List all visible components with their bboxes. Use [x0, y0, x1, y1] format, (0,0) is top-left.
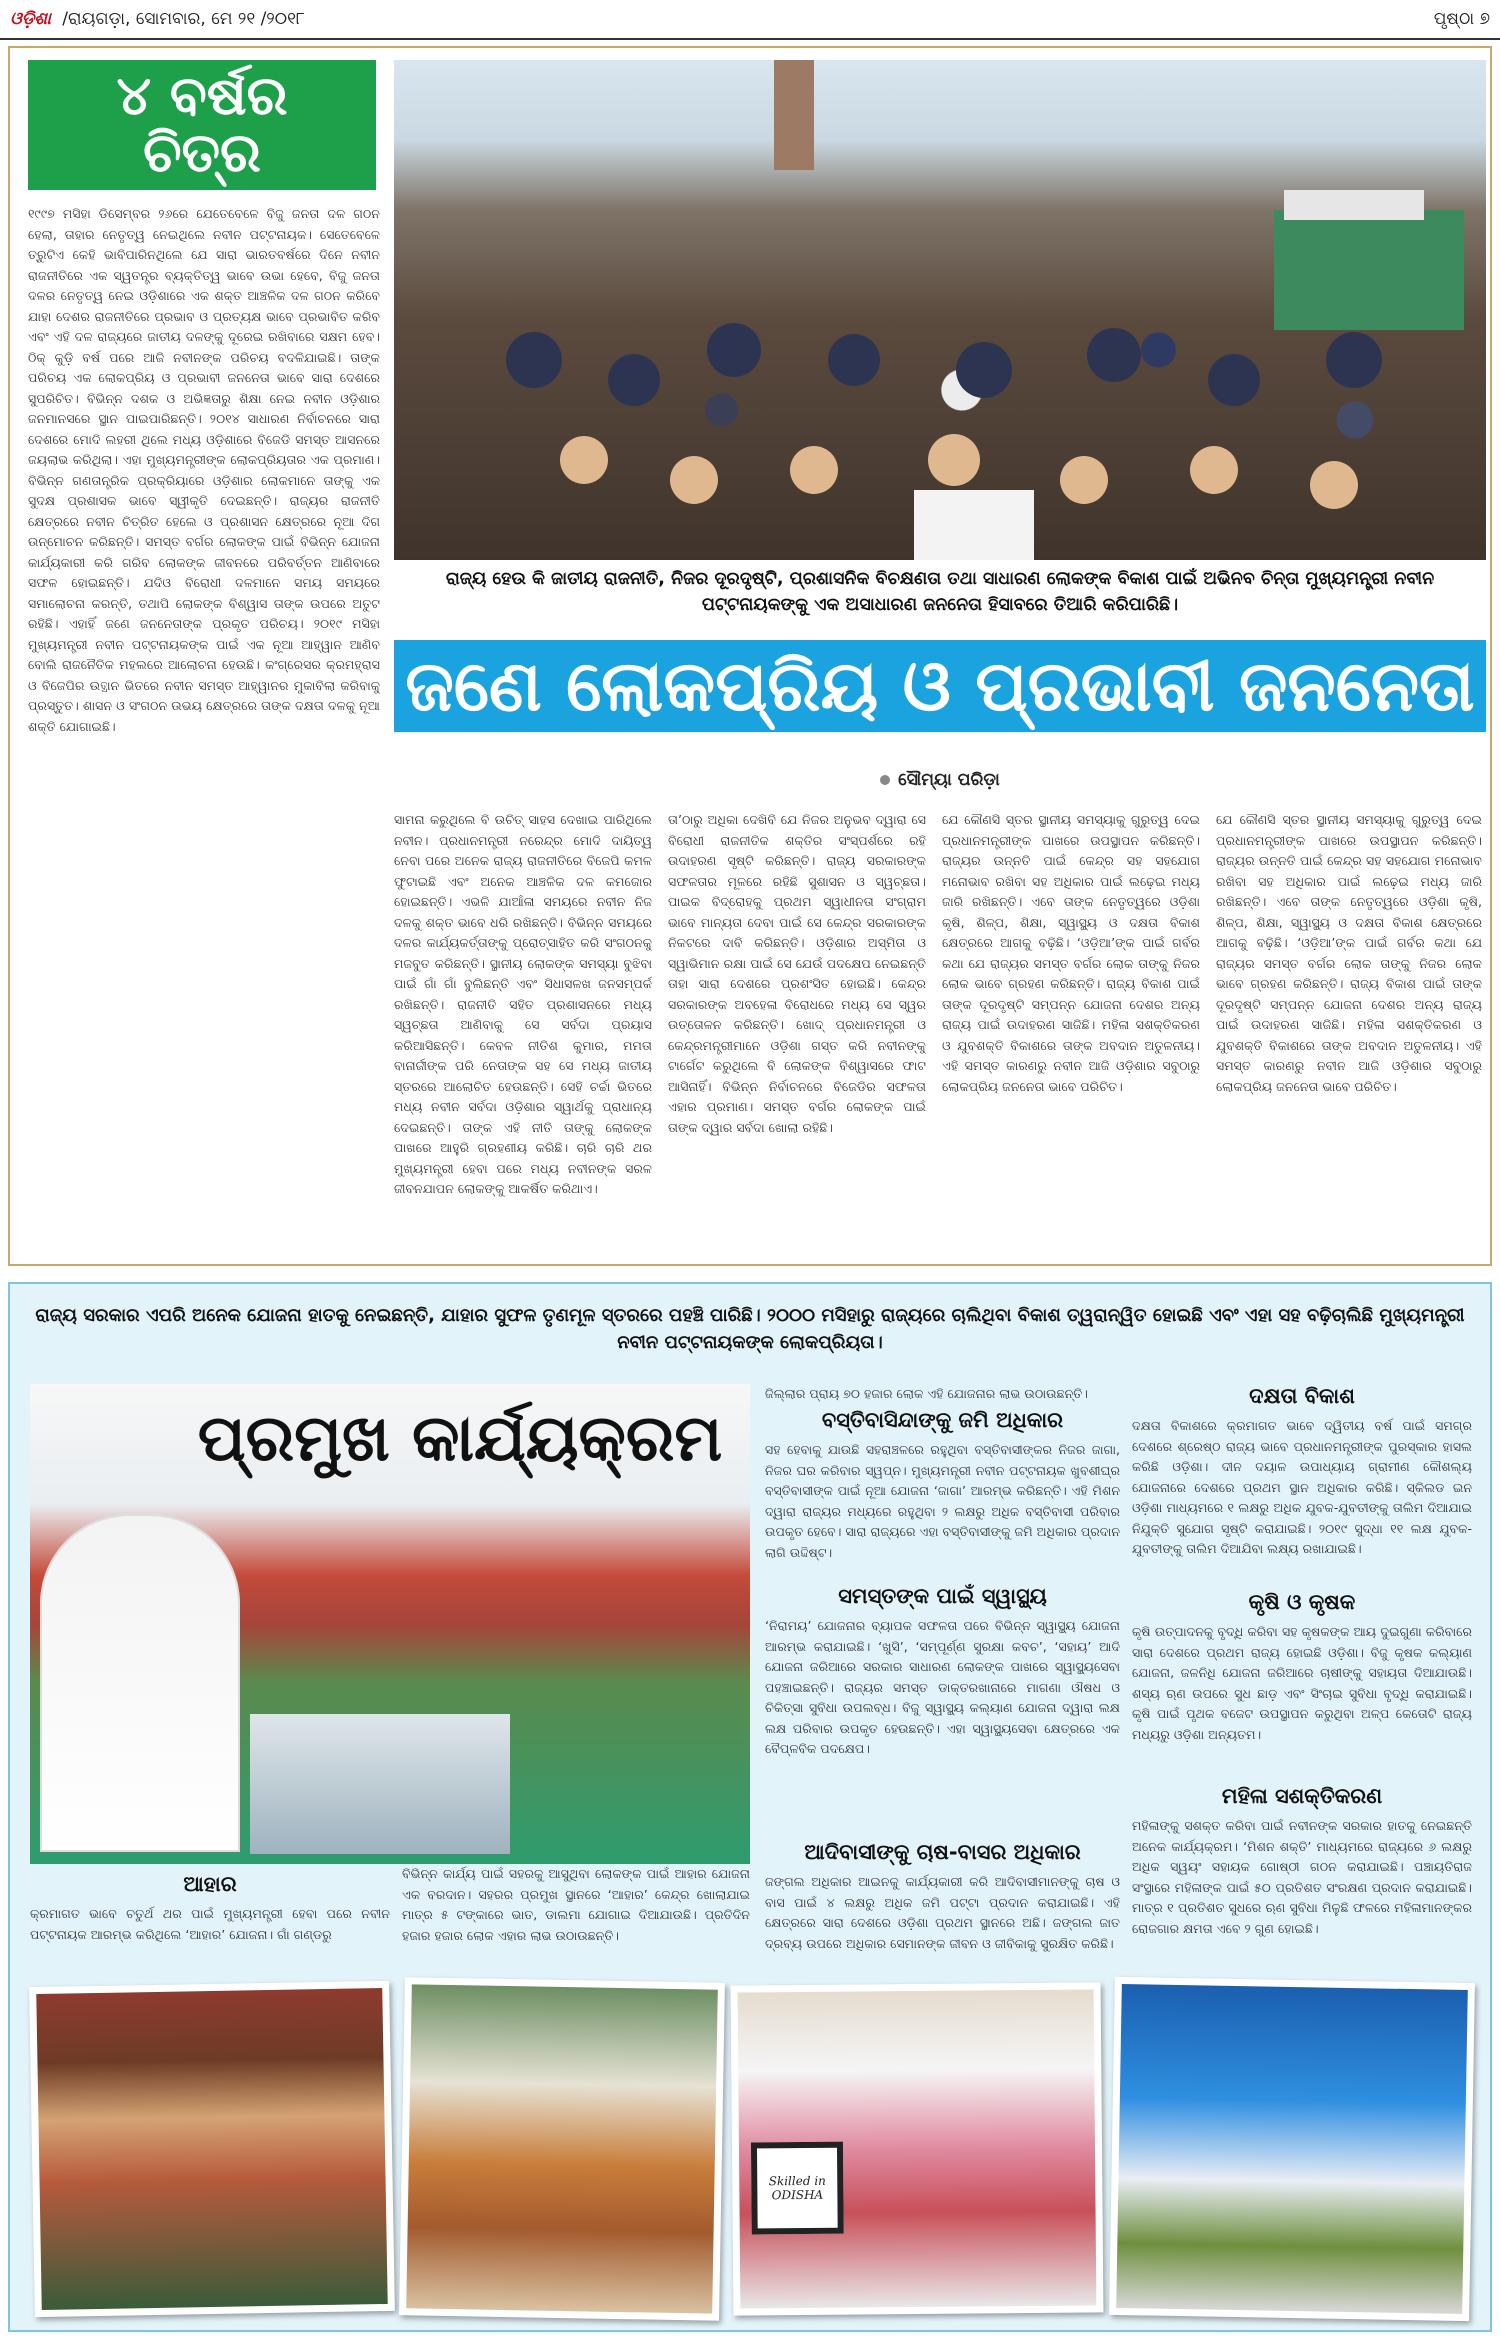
schemes-section [8, 1282, 1492, 2332]
stage-photo [30, 1384, 750, 1864]
women-heading: ମହିଳା ସଶକ୍ତିକରଣ [1221, 1784, 1383, 1808]
author-name: ସୌମ୍ୟା ପରିଡ଼ା [898, 770, 1000, 790]
speaker-figure [40, 1514, 240, 1852]
health-heading: ସମସ୍ତଙ୍କ ପାଇଁ ସ୍ୱାସ୍ଥ୍ୟ [838, 1584, 1047, 1608]
article-column-3: ଯେ କୌଣସି ସ୍ତର ସ୍ଥାନୀୟ ସମସ୍ୟାକୁ ଗୁରୁତ୍ୱ ଦେଇ ପ୍ରଧାନମନ୍ତ୍ରୀଙ୍କ ପାଖରେ ଉପସ୍ଥାପନ କରିଛନ୍ତି। ରାଜ୍ୟର ଉନ୍ନତି ପାଇଁ କେନ୍ଦ୍ର ସହ ସହଯୋଗ ମନୋଭାବ ରଖିବା ସହ ଅଧିକାର ପାଇଁ ଲଢ଼େଇ ମଧ୍ୟ ଜାରି ରଖିଛନ୍ତି। ଏବେ ତାଙ୍କ ନେତୃତ୍ୱରେ ଓଡ଼ିଶା କୃଷି, ଶିଳ୍ପ, ଶିକ୍ଷା, ସ୍ୱାସ୍ଥ୍ୟ ଓ ଦକ୍ଷତା ବିକାଶ କ୍ଷେତ୍ରରେ ଆଗକୁ ବଢ଼ିଛି। ‘ଓଡ଼ିଆ’ଙ୍କ ପାଇଁ ଗର୍ବର କଥା ଯେ ରାଜ୍ୟର ସମସ୍ତ ବର୍ଗର ଲୋକ ତାଙ୍କୁ ନିଜର ଲୋକ ଭାବେ ଗ୍ରହଣ କରିଛନ୍ତି। ରାଜ୍ୟ ବିକାଶ ପାଇଁ ତାଙ୍କ ଦୂରଦୃଷ୍ଟି ସମ୍ପନ୍ନ ଯୋଜନା ଦେଶର ଅନ୍ୟ ରାଜ୍ୟ ପାଇଁ ଉଦାହରଣ ସାଜିଛି। ମହିଳା ସଶକ୍ତିକରଣ ଓ ଯୁବଶକ୍ତି ବିକାଶରେ ତାଙ୍କ ଅବଦାନ ଅତୁଳନୀୟ। ଏହି ସମସ୍ତ କାରଣରୁ ନବୀନ ଆଜି ଓଡ଼ିଶାର ସବୁଠାରୁ ଲୋକପ୍ରିୟ ଜନନେତା ଭାବେ ପରିଚିତ। [942, 812, 1200, 1094]
rally-crowd-illustration [394, 60, 1486, 560]
article-column-4-text: ଯେ କୌଣସି ସ୍ତର ସ୍ଥାନୀୟ ସମସ୍ୟାକୁ ଗୁରୁତ୍ୱ ଦେଇ ପ୍ରଧାନମନ୍ତ୍ରୀଙ୍କ ପାଖରେ ଉପସ୍ଥାପନ କରିଛନ୍ତି। ରାଜ୍ୟର ଉନ୍ନତି ପାଇଁ କେନ୍ଦ୍ର ସହ ସହଯୋଗ ମନୋଭାବ ରଖିବା ସହ ଅଧିକାର ପାଇଁ ଲଢ଼େଇ ମଧ୍ୟ ଜାରି ରଖିଛନ୍ତି। ଏବେ ତାଙ୍କ ନେତୃତ୍ୱରେ ଓଡ଼ିଶା କୃଷି, ଶିଳ୍ପ, ଶିକ୍ଷା, ସ୍ୱାସ୍ଥ୍ୟ ଓ ଦକ୍ଷତା ବିକାଶ କ୍ଷେତ୍ରରେ ଆଗକୁ ବଢ଼ିଛି। ‘ଓଡ଼ିଆ’ଙ୍କ ପାଇଁ ଗର୍ବର କଥା ଯେ ରାଜ୍ୟର ସମସ୍ତ ବର୍ଗର ଲୋକ ତାଙ୍କୁ ନିଜର ଲୋକ ଭାବେ ଗ୍ରହଣ କରିଛନ୍ତି। ରାଜ୍ୟ ବିକାଶ ପାଇଁ ତାଙ୍କ ଦୂରଦୃଷ୍ଟି ସମ୍ପନ୍ନ ଯୋଜନା ଦେଶର ଅନ୍ୟ ରାଜ୍ୟ ପାଇଁ ଉଦାହରଣ ସାଜିଛି। ମହିଳା ସଶକ୍ତିକରଣ ଓ ଯୁବଶକ୍ତି ବିକାଶରେ ତାଙ୍କ ଅବଦାନ ଅତୁଳନୀୟ। ଏହି ସମସ୍ତ କାରଣରୁ ନବୀନ ଆଜି ଓଡ଼ିଶାର ସବୁଠାରୁ ଲୋକପ୍ରିୟ ଜନନେତା ଭାବେ ପରିଚିତ। [1216, 812, 1482, 1094]
villagers-image [36, 1988, 387, 2310]
ahar-continued-text: ବିଭିନ୍ନ କାର୍ଯ୍ୟ ପାଇଁ ସହରକୁ ଆସୁଥିବା ଲୋକଙ୍କ ପାଇଁ ଆହାର ଯୋଜନା ଏକ ବରଦାନ। ସହରର ପ୍ରମୁଖ ସ୍ଥାନରେ ‘ଆହାର’ କେନ୍ଦ୍ର ଖୋଲାଯାଇ ମାତ୍ର ୫ ଟଙ୍କାରେ ଭାତ, ଡାଲମା ଯୋଗାଇ ଦିଆଯାଉଛି। ପ୍ରତିଦିନ ହଜାର ହଜାର ଲୋକ ଏହାର ଲାଭ ଉଠାଉଛନ୍ତି। [402, 1866, 750, 1943]
adivasi-text: ଜଙ୍ଗଲ ଅଧିକାର ଆଇନକୁ କାର୍ଯ୍ୟକାରୀ କରି ଆଦିବାସୀମାନଙ୍କୁ ଚାଷ ଓ ବାସ ପାଇଁ ୪ ଲକ୍ଷରୁ ଅଧିକ ଜମି ପଟ୍ଟା ପ୍ରଦାନ କରାଯାଇଛି। ଏହି କ୍ଷେତ୍ରରେ ସାରା ଦେଶରେ ଓଡ଼ିଶା ପ୍ରଥମ ସ୍ଥାନରେ ଅଛି। ଜଙ୍ଗଲ ଜାତ ଦ୍ରବ୍ୟ ଉପରେ ଅଧିକାର ସେମାନଙ୍କ ଜୀବନ ଓ ଜୀବିକାକୁ ସୁରକ୍ଷିତ କରିଛି। [765, 1874, 1120, 1951]
ahar-heading: ଆହାର [183, 1872, 237, 1896]
agri-text: କୃଷି ଉତ୍ପାଦନକୁ ବୃଦ୍ଧି କରିବା ସହ କୃଷକଙ୍କ ଆୟ ଦୁଇଗୁଣା କରିବାରେ ସାରା ଦେଶରେ ପ୍ରଥମ ରାଜ୍ୟ ହୋଇଛି ଓଡ଼ିଶା। ବିଜୁ କୃଷକ କଲ୍ୟାଣ ଯୋଜନା, ଜଳନିଧି ଯୋଜନା ଜରିଆରେ ଚାଷୀଙ୍କୁ ସହାୟତା ଦିଆଯାଉଛି। ଶସ୍ୟ ଋଣ ଉପରେ ସୁଧ ଛାଡ଼ ଏବଂ ସିଂଚାଇ ସୁବିଧା ବୃଦ୍ଧି କରାଯାଇଛି। କୃଷି ପାଇଁ ପୃଥକ ବଜେଟ ଉପସ୍ଥାପନ କରୁଥିବା ଅଳ୍ପ କେତୋଟି ରାଜ୍ୟ ମଧ୍ୟରୁ ଓଡ଼ିଶା ଅନ୍ୟତମ। [1132, 1624, 1472, 1742]
podium [250, 1714, 510, 1854]
skill-heading: ଦକ୍ଷତା ବିକାଶ [1249, 1384, 1355, 1408]
headline-banner: ଜଣେ ଲୋକପ୍ରିୟ ଓ ପ୍ରଭାବୀ ଜନନେତା [394, 640, 1486, 732]
photo-caption: ରାଜ୍ୟ ହେଉ କି ଜାତୀୟ ରାଜନୀତି, ନିଜର ଦୂରଦୃଷ୍ଟି, ପ୍ରଶାସନିକ ବିଚକ୍ଷଣତା ତଥା ସାଧାରଣ ଲୋକଙ୍କ ବିକାଶ ପାଇଁ ଅଭିନବ ଚିନ୍ତା ମୁଖ୍ୟମନ୍ତ୍ରୀ ନବୀନ ପଟ୍ଟନାୟକଙ୍କୁ ଏକ ଅସାଧାରଣ ଜନନେତା ହିସାବରେ ତିଆରି କରିପାରିଛି। [445, 569, 1435, 615]
byline [394, 770, 1486, 790]
masthead-left [10, 9, 305, 29]
photo-skilled-in-odisha [731, 1982, 1104, 2315]
photo-villagers [29, 1981, 395, 2317]
agri-heading: କୃଷି ଓ କୃଷକ [1248, 1590, 1356, 1614]
major-programs-title: ପ୍ରମୁଖ କାର୍ଯ୍ୟକ୍ରମ [197, 1402, 723, 1476]
women-text: ମହିଳାଙ୍କୁ ସଶକ୍ତ କରିବା ପାଇଁ ନବୀନଙ୍କ ସରକାର ହାତକୁ ନେଇଛନ୍ତି ଅନେକ କାର୍ଯ୍ୟକ୍ରମ। ‘ମିଶନ ଶକ୍ତି’ ମାଧ୍ୟମରେ ରାଜ୍ୟରେ ୬ ଲକ୍ଷରୁ ଅଧିକ ସ୍ୱୟଂ ସହାୟକ ଗୋଷ୍ଠୀ ଗଠନ କରାଯାଇଛି। ପଞ୍ଚାୟତିରାଜ ସଂସ୍ଥାରେ ମହିଳାଙ୍କ ପାଇଁ ୫୦ ପ୍ରତିଶତ ସଂରକ୍ଷଣ ପ୍ରଦାନ କରାଯାଇଛି। ମାତ୍ର ୧ ପ୍ରତିଶତ ସୁଧରେ ଋଣ ସୁବିଧା ମିଳୁଛି ଫଳରେ ମହିଳାମାନଙ୍କର ରୋଜଗାର କ୍ଷମତା ଏବେ ୨ ଗୁଣ ହୋଇଛି। [1132, 1818, 1472, 1936]
place-date: /ରାୟଗଡ଼ା, ସୋମବାର, ମେ ୨୧ /୨୦୧୮ [62, 9, 305, 29]
article-column-1: ସାମନା କରୁଥିଲେ ବି ଉଚିତ୍ ସାହସ ଦେଖାଇ ପାରିଥିଲେ ନବୀନ। ପ୍ରଧାନମନ୍ତ୍ରୀ ନରେନ୍ଦ୍ର ମୋଦି ଦାୟିତ୍ୱ ନେବା ପରେ ଅନେକ ରାଜ୍ୟ ରାଜନୀତିରେ ବିଜେପି କମଳ ଫୁଟାଇଛି ଏବଂ ଅନେକ ଆଞ୍ଚଳିକ ଦଳ କମଜୋର ହୋଇଛନ୍ତି। ଏଭଳି ଯାଆଁଳା ସମୟରେ ନବୀନ ନିଜ ଦଳକୁ ଶକ୍ତ ଭାବେ ଧରି ରଖିଛନ୍ତି। ବିଭିନ୍ନ ସମୟରେ ଦଳର କାର୍ଯ୍ୟକର୍ତ୍ତାଙ୍କୁ ପ୍ରୋତ୍ସାହିତ କରି ସଂଗଠନକୁ ମଜବୁତ କରିଛନ୍ତି। ସ୍ଥାନୀୟ ଲୋକଙ୍କ ସମସ୍ୟା ବୁଝିବା ପାଇଁ ଗାଁ ଗାଁ ବୁଲିଛନ୍ତି ଏବଂ ସିଧାସଳଖ ଜନସମ୍ପର୍କ ରଖିଛନ୍ତି। ରାଜନୀତି ସହିତ ପ୍ରଶାସନରେ ମଧ୍ୟ ସ୍ୱଚ୍ଛତା ଆଣିବାକୁ ସେ ସର୍ବଦା ପ୍ରୟାସ କରିଆସିଛନ୍ତି। କେବଳ ନୀତିଶ କୁମାର, ମମତା ବାନାର୍ଜୀଙ୍କ ପରି ନେତାଙ୍କ ସହ ସେ ମଧ୍ୟ ଜାତୀୟ ସ୍ତରରେ ଆଲୋଚିତ ହେଉଛନ୍ତି। ସେହି ଚର୍ଚ୍ଚା ଭିତରେ ମଧ୍ୟ ନବୀନ ସର୍ବଦା ଓଡ଼ିଶାର ସ୍ୱାର୍ଥକୁ ପ୍ରାଧାନ୍ୟ ଦେଇଛନ୍ତି। ତାଙ୍କ ଏହି ନୀତି ତାଙ୍କୁ ଲୋକଙ୍କ ପାଖରେ ଆହୁରି ଗ୍ରହଣୀୟ କରିଛି। ଚାରି ଚାରି ଥର ମୁଖ୍ୟମନ୍ତ୍ରୀ ହେବା ପରେ ମଧ୍ୟ ନବୀନଙ୍କ ସରଳ ଜୀବନଯାପନ ଲୋକଙ୍କୁ ଆକର୍ଷିତ କରିଥାଏ। [394, 812, 652, 1196]
left-column-text: ୧୯୯୭ ମସିହା ଡିସେମ୍ବର ୨୬ରେ ଯେତେବେଳେ ବିଜୁ ଜନତା ଦଳ ଗଠନ ହେଲା, ତାହାର ନେତୃତ୍ୱ ନେଇଥିଲେ ନବୀନ ପଟ୍ଟନାୟକ। ସେତେବେଳେ ତ୍ରୁଟିଏ କେହି ଭାବିପାରିନଥିଲେ ଯେ ସାରା ଭାରତବର୍ଷରେ ଦିନେ ନବୀନ ରାଜନୀତିରେ ଏକ ସ୍ୱତନ୍ତ୍ର ବ୍ୟକ୍ତିତ୍ୱ ଭାବେ ଉଭା ହେବେ, ବିଜୁ ଜନତା ଦଳର ନେତୃତ୍ୱ ନେଇ ଓଡ଼ିଶାରେ ଏକ ଶକ୍ତ ଆଞ୍ଚଳିକ ଦଳ ଗଠନ କରିବେ ଯାହା ଦେଶର ରାଜନୀତିରେ ପ୍ରଭାବ ଓ ପ୍ରତ୍ୟକ୍ଷ ଭାବେ ପ୍ରଭାବିତ କରିବ ଏବଂ ଏହି ଦଳ ରାଜ୍ୟରେ ଜାତୀୟ ଦଳଙ୍କୁ ଦୂରେଇ ରଖିବାରେ ସକ୍ଷମ ହେବ। ଠିକ୍ କୁଡ଼ି ବର୍ଷ ପରେ ଆଜି ନବୀନଙ୍କ ପରିଚୟ ବଦଳିଯାଇଛି। ତାଙ୍କ ପରିଚୟ ଏକ ଲୋକପ୍ରିୟ ଓ ପ୍ରଭାବୀ ଜନନେତା ଭାବେ ସାରା ଦେଶରେ ସୁପରିଚିତ। ବିଭିନ୍ନ ଦଶକ ଓ ଅଭିଜ୍ଞତାରୁ ଶିକ୍ଷା ନେଇ ନବୀନ ଓଡ଼ିଶାର ଜନମାନସରେ ସ୍ଥାନ ପାଇପାରିଛନ୍ତି। ୨୦୧୪ ସାଧାରଣ ନିର୍ବାଚନରେ ସାରା ଦେଶରେ ମୋଦି ଲହରୀ ଥିଲେ ମଧ୍ୟ ଓଡ଼ିଶାରେ ବିଜେଡି ସମସ୍ତ ଆସନରେ ଜୟଲାଭ କରିଥିଲା। ଏହା ମୁଖ୍ୟମନ୍ତ୍ରୀଙ୍କ ଲୋକପ୍ରିୟତାର ଏକ ପ୍ରମାଣ। ବିଭିନ୍ନ ଗଣତାନ୍ତ୍ରିକ ପ୍ରକ୍ରିୟାରେ ଓଡ଼ିଶାର ଲୋକମାନେ ତାଙ୍କୁ ଏକ ସୁଦକ୍ଷ ପ୍ରଶାସକ ଭାବେ ସ୍ୱୀକୃତି ଦେଇଛନ୍ତି। ରାଜ୍ୟର ରାଜନୀତି କ୍ଷେତ୍ରରେ ନବୀନ ଚିତ୍ରିତ ହେଲେ ଓ ପ୍ରଶାସନ କ୍ଷେତ୍ରରେ ନୂଆ ଦିଗ ଉନ୍ମୋଚନ କରିଛନ୍ତି। ସମସ୍ତ ବର୍ଗର ଲୋକଙ୍କ ପାଇଁ ବିଭିନ୍ନ ଯୋଜନା କାର୍ଯ୍ୟକାରୀ କରି ଗରିବ ଲୋକଙ୍କ ଜୀବନରେ ପରିବର୍ତ୍ତନ ଆଣିବାରେ ସଫଳ ହୋଇଛନ୍ତି। ଯଦିଓ ବିରୋଧୀ ଦଳମାନେ ସମୟ ସମୟରେ ସମାଲୋଚନା କରନ୍ତି, ତଥାପି ଲୋକଙ୍କ ବିଶ୍ୱାସ ତାଙ୍କ ଉପରେ ଅତୁଟ ରହିଛି। ଏହାହିଁ ଜଣେ ଜନନେତାଙ୍କ ପ୍ରକୃତ ପରିଚୟ। ୨୦୧୯ ମସିହା ମୁଖ୍ୟମନ୍ତ୍ରୀ ନବୀନ ପଟ୍ଟନାୟକଙ୍କ ପାଇଁ ଏକ ନୂଆ ଆହ୍ୱାନ ଆଣିବ ବୋଲି ରାଜନୈତିକ ମହଲରେ ଆଲୋଚନା ହେଉଛି। କଂଗ୍ରେସର କ୍ରମହ୍ରାସ ଓ ବିଜେପିର ଉତ୍ଥାନ ଭିତରେ ନବୀନ ସମସ୍ତ ଆହ୍ୱାନର ମୁକାବିଲା କରିବାକୁ ପ୍ରସ୍ତୁତ। ଶାସନ ଓ ସଂଗଠନ ଉଭୟ କ୍ଷେତ୍ରରେ ତାଙ୍କ ଦକ୍ଷତା ଦଳକୁ ନୂଆ ଶକ୍ତି ଯୋଗାଇଛି। [28, 206, 380, 734]
ahar-text: କ୍ରମାଗତ ଭାବେ ଚତୁର୍ଥ ଥର ପାଇଁ ମୁଖ୍ୟମନ୍ତ୍ରୀ ହେବା ପରେ ନବୀନ ପଟ୍ଟନାୟକ ଆରମ୍ଭ କରିଥିଲେ ‘ଆହାର’ ଯୋଜନା। ଗାଁ ଗଣ୍ଡରୁ [30, 1906, 390, 1942]
page-number: ପୃଷ୍ଠା ୭ [1433, 9, 1490, 29]
skill-text: ଦକ୍ଷତା ବିକାଶରେ କ୍ରମାଗତ ଭାବେ ଦ୍ୱିତୀୟ ବର୍ଷ ପାଇଁ ସମଗ୍ର ଦେଶରେ ଶ୍ରେଷ୍ଠ ରାଜ୍ୟ ଭାବେ ପ୍ରଧାନମନ୍ତ୍ରୀଙ୍କ ପୁରସ୍କାର ହାସଲ କରିଛି ଓଡ଼ିଶା। ଦୀନ ଦୟାଳ ଉପାଧ୍ୟାୟ ଗ୍ରାମୀଣ କୌଶଲ୍ୟ ଯୋଜନାରେ ଦେଶରେ ପ୍ରଥମ ସ୍ଥାନ ଅଧିକାର କରିଛି। ସ୍କିଲଡ ଇନ ଓଡ଼ିଶା ମାଧ୍ୟମରେ ୧ ଲକ୍ଷରୁ ଅଧିକ ଯୁବକ-ଯୁବତୀଙ୍କୁ ତାଲିମ ଦିଆଯାଇ ନିଯୁକ୍ତି ସୁଯୋଗ ସୃଷ୍ଟି କରାଯାଇଛି। ୨୦୧୯ ସୁଦ୍ଧା ୧୧ ଲକ୍ଷ ଯୁବକ-ଯୁବତୀଙ୍କୁ ତାଲିମ ଦିଆଯିବା ଲକ୍ଷ୍ୟ ରଖାଯାଇଛି। [1132, 1418, 1472, 1556]
photo-bullocks [399, 1977, 725, 2321]
masthead [0, 0, 1500, 40]
adivasi-heading: ଆଦିବାସୀଙ୍କୁ ଚାଷ-ବାସର ଅଧିକାର [804, 1840, 1081, 1864]
four-year-title-box: ୪ ବର୍ଷର ଚିତ୍ର [28, 60, 376, 190]
article-column-4 [1216, 810, 1482, 1250]
award-image [1116, 1984, 1468, 2314]
photo-award [1109, 1977, 1475, 2321]
article-column-2: ତା’ଠାରୁ ଅଧିକା ଦେଖିବି ଯେ ନିଜର ଅନୁଭବ ଦ୍ୱାରା ସେ ବିରୋଧୀ ରାଜନୀତିକ ଶକ୍ତିର ସଂସ୍ପର୍ଶରେ ରହି ଉଦାହରଣ ସୃଷ୍ଟି କରିଛନ୍ତି। ରାଜ୍ୟ ସରକାରଙ୍କ ସଫଳତାର ମୂଳରେ ରହିଛି ସୁଶାସନ ଓ ସ୍ୱଚ୍ଛତା। ପାଇକ ବିଦ୍ରୋହକୁ ପ୍ରଥମ ସ୍ୱାଧୀନତା ସଂଗ୍ରାମ ଭାବେ ମାନ୍ୟତା ଦେବା ପାଇଁ ସେ କେନ୍ଦ୍ର ସରକାରଙ୍କ ନିକଟରେ ଦାବି କରିଛନ୍ତି। ଓଡ଼ିଶାର ଅସ୍ମିତା ଓ ସ୍ୱାଭିମାନ ରକ୍ଷା ପାଇଁ ସେ ଯେଉଁ ପଦକ୍ଷେପ ନେଇଛନ୍ତି ତାହା ସାରା ଦେଶରେ ପ୍ରଶଂସିତ ହୋଇଛି। କେନ୍ଦ୍ର ସରକାରଙ୍କ ଅବହେଳା ବିରୋଧରେ ମଧ୍ୟ ସେ ସ୍ୱର ଉତ୍ତୋଳନ କରିଛନ୍ତି। ଖୋଦ୍ ପ୍ରଧାନମନ୍ତ୍ରୀ ଓ କେନ୍ଦ୍ରମନ୍ତ୍ରୀମାନେ ଓଡ଼ିଶା ଗସ୍ତ କରି ନବୀନଙ୍କୁ ଟାର୍ଗେଟ କରୁଥିଲେ ବି ଲୋକଙ୍କ ବିଶ୍ୱାସରେ ଫାଟ ଆସିନାହିଁ। ବିଭିନ୍ନ ନିର୍ବାଚନରେ ବିଜେଡିର ସଫଳତା ଏହାର ପ୍ରମାଣ। ସମସ୍ତ ବର୍ଗର ଲୋକଙ୍କ ପାଇଁ ତାଙ୍କ ଦ୍ୱାର ସର୍ବଦା ଖୋଲା ରହିଛି। [668, 812, 926, 1135]
health-text: ‘ନିରାମୟ’ ଯୋଜନାର ବ୍ୟାପକ ସଫଳତା ପରେ ବିଭିନ୍ନ ସ୍ୱାସ୍ଥ୍ୟ ଯୋଜନା ଆରମ୍ଭ କରାଯାଇଛି। ‘ଖୁସି’, ‘ସମ୍ପୂର୍ଣ୍ଣ ସୁରକ୍ଷା କବଚ’, ‘ସହାୟ’ ଆଦି ଯୋଜନା ଜରିଆରେ ସରକାର ସାଧାରଣ ଲୋକଙ୍କ ପାଖରେ ସ୍ୱାସ୍ଥ୍ୟସେବା ପହଞ୍ଚାଇଛନ୍ତି। ରାଜ୍ୟର ସମସ୍ତ ଡାକ୍ତରଖାନାରେ ମାଗଣା ଔଷଧ ଓ ଚିକିତ୍ସା ସୁବିଧା ଉପଲବ୍ଧ। ବିଜୁ ସ୍ୱାସ୍ଥ୍ୟ କଲ୍ୟାଣ ଯୋଜନା ଦ୍ୱାରା ଲକ୍ଷ ଲକ୍ଷ ପରିବାର ଉପକୃତ ହେଉଛନ୍ତି। ଏହା ସ୍ୱାସ୍ଥ୍ୟସେବା କ୍ଷେତ୍ରରେ ଏକ ବୈପ୍ଳବିକ ପଦକ୍ଷେପ। [765, 1618, 1120, 1756]
mid-top-text: ଜିଲ୍ଲାର ପ୍ରାୟ ୭୦ ହଜାର ଲୋକ ଏହି ଯୋଜନାର ଲାଭ ଉଠାଉଛନ୍ତି। [765, 1386, 1088, 1401]
newspaper-logo: ଓଡ଼ିଶା [10, 9, 51, 29]
bullet-icon [880, 775, 890, 785]
basti-text: ସହ ହେବାକୁ ଯାଉଛି ସହରାଞ୍ଚଳରେ ରହୁଥିବା ବସ୍ତିବାସୀଙ୍କର ନିଜର ଜାଗା, ନିଜର ଘର କରିବାର ସ୍ୱପ୍ନ। ମୁଖ୍ୟମନ୍ତ୍ରୀ ନବୀନ ପଟ୍ଟନାୟକ ଖୁବଶୀଘ୍ର ବସ୍ତିବାସୀଙ୍କ ପାଇଁ ନୂଆ ଯୋଜନା ‘ଜାଗା’ ଆରମ୍ଭ କରିଛନ୍ତି। ଏହି ମିଶନ ଦ୍ୱାରା ରାଜ୍ୟର ମଧ୍ୟରେ ରହୁଥିବା ୨ ଲକ୍ଷରୁ ଅଧିକ ବସ୍ତିବାସୀ ପରିବାର ଉପକୃତ ହେବେ। ସାରା ରାଜ୍ୟରେ ଏହା ବସ୍ତିବାସୀଙ୍କୁ ଜମି ଅଧିକାର ପ୍ରଦାନ ଲାଗି ଉଦ୍ଦିଷ୍ଟ। [765, 1442, 1120, 1560]
rally-crowd-photo [394, 60, 1486, 560]
skilled-in-odisha-frame: Skilled in ODISHA [751, 2142, 844, 2235]
basti-heading: ବସ୍ତିବାସିନ୍ଦାଙ୍କୁ ଜମି ଅଧିକାର [821, 1408, 1064, 1432]
bullocks-image [406, 1984, 718, 2313]
top-article [8, 46, 1492, 1266]
schemes-intro: ରାଜ୍ୟ ସରକାର ଏପରି ଅନେକ ଯୋଜନା ହାତକୁ ନେଇଛନ୍ତି, ଯାହାର ସୁଫଳ ତୃଣମୂଳ ସ୍ତରରେ ପହଞ୍ଚି ପାରିଛି। ୨୦୦୦ ମସିହାରୁ ରାଜ୍ୟରେ ଚାଲିଥିବା ବିକାଶ ତ୍ୱରାନ୍ୱିତ ହୋଇଛି ଏବଂ ଏହା ସହ ବଢ଼ିଚାଲିଛି ମୁଖ୍ୟମନ୍ତ୍ରୀ ନବୀନ ପଟ୍ଟନାୟକଙ୍କ ଲୋକପ୍ରିୟତା। [35, 1305, 1465, 1353]
skilled-in-odisha-image [738, 1989, 1097, 2308]
